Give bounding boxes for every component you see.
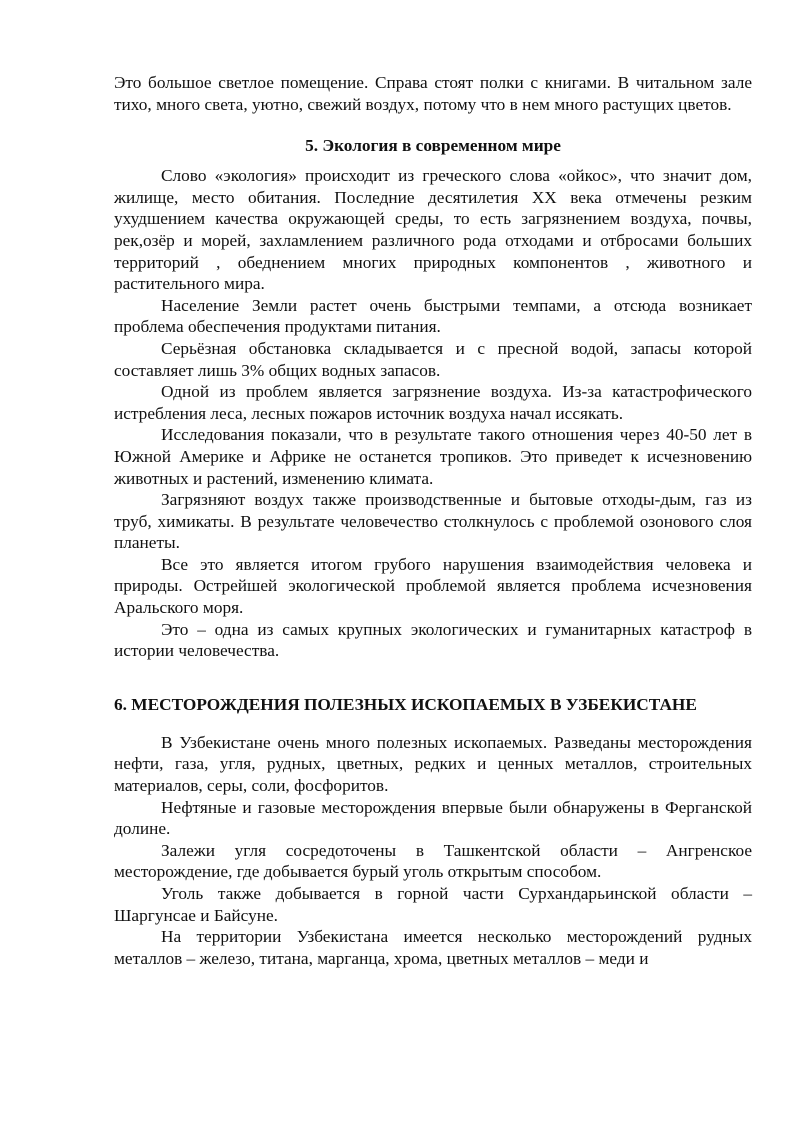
section-5-paragraph: Население Земли растет очень быстрыми темпами, а отсюда возникает проблема обеспечения продуктами питания. bbox=[114, 295, 752, 337]
section-5-paragraph: Одной из проблем является загрязнение воздуха. Из-за катастрофического истребления леса, лесных пожаров источник воздуха начал иссякать. bbox=[114, 382, 752, 423]
section-6-body bbox=[114, 732, 752, 970]
section-5-paragraph: Это – одна из самых крупных экологических и гуманитарных катастроф в истории человечества. bbox=[114, 619, 752, 661]
section-5-paragraph: Слово «экология» происходит из греческого слова «ойкос», что значит дом, жилище, место обитания. Последние десятилетия ХХ века отмечены резким ухудшением качества окружающей среды, то есть загрязнением воздуха, почвы, рек,озёр и морей, захламлением различного рода отходами и отбросами больших территорий , обеднением многих природных компонентов , животного и растительного мира. bbox=[114, 166, 752, 294]
section-5-paragraph: Исследования показали, что в результате такого отношения через 40-50 лет в Южной Америке и Африке не останется тропиков. Это приведет к исчезновению животных и растений, изменению климата. bbox=[114, 425, 752, 488]
document-page bbox=[114, 72, 752, 969]
section-6-paragraph: Нефтяные и газовые месторождения впервые были обнаружены в Ферганской долине. bbox=[114, 797, 752, 839]
section-6-paragraph: В Узбекистане очень много полезных ископаемых. Разведаны месторождения нефти, газа, угля, рудных, цветных, редких и ценных металлов, строительных материалов, серы, соли, фосфоритов. bbox=[114, 732, 752, 796]
section-6-paragraph: На территории Узбекистана имеется несколько месторождений рудных металлов – железо, титана, марганца, хрома, цветных металлов – меди и bbox=[114, 927, 752, 968]
section-6-paragraph: Залежи угля сосредоточены в Ташкентской области – Ангренское месторождение, где добывается бурый уголь открытым способом. bbox=[114, 840, 752, 882]
section-6-title: 6. МЕСТОРОЖДЕНИЯ ПОЛЕЗНЫХ ИСКОПАЕМЫХ В УЗБЕКИСТАНЕ bbox=[114, 694, 697, 714]
section-5-paragraph: Все это является итогом грубого нарушения взаимодействия человека и природы. Острейшей экологической проблемой является проблема исчезновения Аральского моря. bbox=[114, 554, 752, 618]
section-5-title: 5. Экология в современном мире bbox=[305, 136, 561, 156]
section-5-paragraph: Загрязняют воздух также производственные и бытовые отходы-дым, газ из труб, химикаты. В результате человечество столкнулось с проблемой озонового слоя планеты. bbox=[114, 490, 752, 553]
section-5-body bbox=[114, 165, 752, 662]
intro-paragraph: Это большое светлое помещение. Справа стоят полки с книгами. В читальном зале тихо, много света, уютно, свежий воздух, потому что в нем много растущих цветов. bbox=[114, 73, 752, 114]
section-5-paragraph: Серьёзная обстановка складывается и с пресной водой, запасы которой составляет лишь 3% общих водных запасов. bbox=[114, 338, 752, 380]
section-6-paragraph: Уголь также добывается в горной части Сурхандарьинской области – Шаргунсае и Байсуне. bbox=[114, 884, 752, 925]
